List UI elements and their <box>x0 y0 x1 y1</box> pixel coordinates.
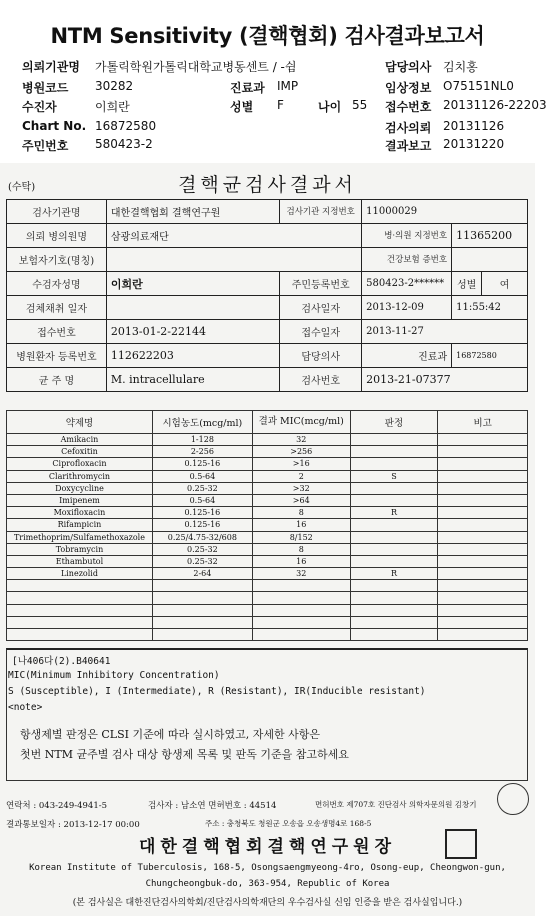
col-drug-name: 약제명 <box>7 411 153 434</box>
registration-no-value: 112622203 <box>106 344 279 368</box>
drug-row <box>7 446 528 458</box>
cell-drug-name: Clarithromycin <box>7 470 153 482</box>
value-chart-no: 16872580 <box>95 119 157 133</box>
cell-drug-name: Moxifloxacin <box>7 507 153 519</box>
hospital-no-label: 병·의원 지정번호 <box>362 224 452 248</box>
drug-row <box>7 555 528 567</box>
hospital-name-label: 의뢰 병의원명 <box>7 224 107 248</box>
insurer-value <box>106 248 361 272</box>
cell-drug-name: Ethambutol <box>7 555 153 567</box>
cell-judgement <box>350 543 438 555</box>
value-patient: 이희란 <box>95 100 130 114</box>
collection-date-value <box>106 296 279 320</box>
consignment-tag: (수탁) <box>8 182 36 193</box>
value-request-date: 20131126 <box>443 119 505 133</box>
exam-time-value: 11:55:42 <box>452 296 528 320</box>
label-receipt-no: 접수번호 <box>385 100 432 114</box>
cell-mic-value: >32 <box>252 482 350 494</box>
drug-susceptibility-table <box>6 410 528 641</box>
rrn-value: 580423-2****** <box>362 272 452 296</box>
strain-value: M. intracellulare <box>106 368 279 392</box>
empty-cell <box>7 616 153 628</box>
empty-cell <box>438 592 528 604</box>
cell-remark <box>438 531 528 543</box>
empty-cell <box>350 616 438 628</box>
lab-no-value: 11000029 <box>362 200 528 224</box>
address-english-2: Chungcheongbuk-do, 363-954, Republic of Korea <box>145 879 390 889</box>
value-clinical-info: O75151NL0 <box>443 79 514 93</box>
cell-remark <box>438 555 528 567</box>
cell-mic-value: 2 <box>252 470 350 482</box>
empty-cell <box>252 629 350 641</box>
col-mic-result: 결과 MIC(mcg/ml) <box>252 411 350 434</box>
cell-judgement <box>350 482 438 494</box>
cell-judgement <box>350 555 438 567</box>
drug-row <box>7 458 528 470</box>
label-sex: 성별 <box>230 100 254 114</box>
cell-remark <box>438 543 528 555</box>
cell-test-range: 0.125-16 <box>152 519 252 531</box>
empty-cell <box>350 580 438 592</box>
cell-remark <box>438 494 528 506</box>
cell-mic-value: >256 <box>252 446 350 458</box>
cell-test-range: 2-64 <box>152 568 252 580</box>
report-title: NTM Sensitivity (결핵협회) 검사결과보고서 <box>50 24 485 48</box>
lab-no-label: 검사기관 지정번호 <box>280 200 362 224</box>
empty-cell <box>252 604 350 616</box>
cell-test-range: 1-128 <box>152 434 252 446</box>
empty-cell <box>438 616 528 628</box>
cell-mic-value: 8 <box>252 543 350 555</box>
cell-remark <box>438 458 528 470</box>
director: 면허번호 제707호 진단검사 의학자문의원 김창기 <box>315 800 477 809</box>
cell-judgement <box>350 519 438 531</box>
label-doctor: 담당의사 <box>385 60 432 74</box>
patient-name-label: 수검자성명 <box>7 272 107 296</box>
cell-judgement <box>350 494 438 506</box>
cell-drug-name: Ciprofloxacin <box>7 458 153 470</box>
empty-row <box>7 592 528 604</box>
value-institution: 가톨릭학원가톨릭대학교병동센트 / -쉼 <box>95 60 297 74</box>
cell-remark <box>438 519 528 531</box>
organization-name: 대한결핵협회결핵연구원장 <box>138 837 397 857</box>
drug-table-body <box>7 434 528 641</box>
cell-remark <box>438 482 528 494</box>
value-department: IMP <box>277 79 299 93</box>
cell-test-range: 0.25-32 <box>152 482 252 494</box>
drug-row <box>7 507 528 519</box>
cell-remark <box>438 446 528 458</box>
exam-no-label: 검사번호 <box>280 368 362 392</box>
insurer-label: 보험자기호(명칭) <box>7 248 107 272</box>
empty-row <box>7 629 528 641</box>
empty-row <box>7 604 528 616</box>
value-age: 55 <box>352 98 368 112</box>
empty-cell <box>7 592 153 604</box>
lab-name-label: 검사기관명 <box>7 200 107 224</box>
empty-cell <box>152 616 252 628</box>
cell-drug-name: Linezolid <box>7 568 153 580</box>
sex-value: 여 <box>482 272 528 296</box>
value-result-date: 20131220 <box>443 137 505 151</box>
value-doctor: 김치홍 <box>443 60 478 74</box>
exam-date-label: 검사일자 <box>280 296 362 320</box>
certification-note: (본 검사실은 대한진단검사의학회/진단검사의학재단의 우수검사실 신임 인증을 받은 검사실입니다.) <box>72 898 463 908</box>
cell-judgement: R <box>350 568 438 580</box>
drug-row <box>7 531 528 543</box>
cell-test-range: 2-256 <box>152 446 252 458</box>
drug-row <box>7 434 528 446</box>
cell-mic-value: 32 <box>252 568 350 580</box>
cell-drug-name: Rifampicin <box>7 519 153 531</box>
label-clinical-info: 임상정보 <box>385 81 432 95</box>
empty-row <box>7 580 528 592</box>
label-chart-no: Chart No. <box>22 119 87 133</box>
note-mic: MIC(Minimum Inhibitory Concentration) <box>8 670 220 681</box>
cell-judgement <box>350 458 438 470</box>
cell-remark <box>438 507 528 519</box>
cell-mic-value: 32 <box>252 434 350 446</box>
value-hospital-code: 30282 <box>95 79 134 93</box>
exam-date-value: 2013-12-09 <box>362 296 452 320</box>
registration-no-label: 병원환자 등록번호 <box>7 344 107 368</box>
cell-drug-name: Tobramycin <box>7 543 153 555</box>
label-result-date: 결과보고 <box>385 139 432 153</box>
note-line-1: 항생제별 판정은 CLSI 기준에 따라 실시하였고, 자세한 사항은 <box>20 728 320 741</box>
cell-test-range: 0.5-64 <box>152 494 252 506</box>
empty-cell <box>7 580 153 592</box>
drug-row <box>7 482 528 494</box>
hospital-no-value: 11365200 <box>452 224 528 248</box>
value-receipt-no: 20131126-22203 <box>443 98 547 112</box>
value-rrn: 580423-2 <box>95 137 153 151</box>
col-judgement: 판정 <box>350 411 438 434</box>
exam-no-value: 2013-21-07377 <box>362 368 528 392</box>
empty-cell <box>152 580 252 592</box>
address-english-1: Korean Institute of Tuberculosis, 168-5, Osongsaengmyeong-4ro, Osong-eup, Cheongwon-gun, <box>29 863 506 873</box>
drug-row <box>7 568 528 580</box>
receipt-no-value: 2013-01-2-22144 <box>106 320 279 344</box>
label-institution: 의뢰기관명 <box>22 60 80 74</box>
empty-cell <box>252 592 350 604</box>
label-age: 나이 <box>318 100 342 114</box>
cell-mic-value: 16 <box>252 519 350 531</box>
empty-cell <box>350 592 438 604</box>
label-department: 진료과 <box>230 81 265 95</box>
department-value: 16872580 <box>452 344 528 368</box>
strain-label: 균 주 명 <box>7 368 107 392</box>
empty-cell <box>7 604 153 616</box>
cell-drug-name: Trimethoprim/Sulfamethoxazole <box>7 531 153 543</box>
empty-cell <box>152 604 252 616</box>
official-seal <box>445 829 477 859</box>
collection-date-label: 검체채취 일자 <box>7 296 107 320</box>
examiner: 검사자 : 남소연 면허번호 : 44514 <box>148 801 277 811</box>
cell-test-range: 0.125-16 <box>152 507 252 519</box>
note-legend: S (Susceptible), I (Intermediate), R (Resistant), IR(Inducible resistant) <box>8 686 426 697</box>
label-patient: 수진자 <box>22 100 57 114</box>
cell-judgement <box>350 446 438 458</box>
cell-mic-value: 16 <box>252 555 350 567</box>
address-korean: 주소 : 충청북도 청원군 오송읍 오송생명4로 168-5 <box>205 819 372 828</box>
contact-phone: 연락처 : 043-249-4941-5 <box>6 801 108 811</box>
cell-test-range: 0.25-32 <box>152 555 252 567</box>
value-sex: F <box>277 98 284 112</box>
empty-cell <box>252 580 350 592</box>
label-rrn: 주민번호 <box>22 139 69 153</box>
empty-cell <box>438 629 528 641</box>
attending-doctor-label: 담당의사 <box>280 344 362 368</box>
patient-info-table <box>6 199 528 392</box>
cell-drug-name: Doxycycline <box>7 482 153 494</box>
label-hospital-code: 병원코드 <box>22 81 69 95</box>
cell-mic-value: 8/152 <box>252 531 350 543</box>
round-stamp <box>497 783 529 815</box>
sex-label: 성별 <box>452 272 482 296</box>
cell-judgement: S <box>350 470 438 482</box>
drug-row <box>7 519 528 531</box>
report-date: 결과통보일자 : 2013-12-17 00:00 <box>6 820 140 830</box>
cell-drug-name: Cefoxitin <box>7 446 153 458</box>
cell-remark <box>438 434 528 446</box>
empty-cell <box>152 629 252 641</box>
cell-test-range: 0.25/4.75-32/608 <box>152 531 252 543</box>
cell-remark <box>438 470 528 482</box>
empty-cell <box>438 580 528 592</box>
note-line-2: 첫번 NTM 균주별 검사 대상 항생제 목록 및 판독 기준을 참고하세요 <box>20 748 349 761</box>
empty-cell <box>350 629 438 641</box>
cell-test-range: 0.5-64 <box>152 470 252 482</box>
rrn-label: 주민등록번호 <box>280 272 362 296</box>
receipt-no-label: 접수번호 <box>7 320 107 344</box>
cell-mic-value: >16 <box>252 458 350 470</box>
insurance-no-label: 건강보험 증번호 <box>362 248 452 272</box>
empty-cell <box>252 616 350 628</box>
cell-drug-name: Imipenem <box>7 494 153 506</box>
empty-cell <box>438 604 528 616</box>
cell-test-range: 0.125-16 <box>152 458 252 470</box>
department-label: 진료과 <box>362 344 452 368</box>
lab-name-value: 대한결핵협회 결핵연구원 <box>106 200 279 224</box>
cell-test-range: 0.25-32 <box>152 543 252 555</box>
hospital-name-value: 삼광의료재단 <box>106 224 361 248</box>
patient-name-value: 이희란 <box>106 272 279 296</box>
cell-judgement <box>350 434 438 446</box>
drug-row <box>7 543 528 555</box>
drug-row <box>7 470 528 482</box>
empty-cell <box>7 629 153 641</box>
cell-judgement <box>350 531 438 543</box>
cell-judgement: R <box>350 507 438 519</box>
insurance-no-value <box>452 248 528 272</box>
empty-cell <box>152 592 252 604</box>
cell-remark <box>438 568 528 580</box>
scanned-report-title: 결핵균검사결과서 <box>178 174 357 196</box>
col-remarks: 비고 <box>438 411 528 434</box>
cell-drug-name: Amikacin <box>7 434 153 446</box>
receipt-date-value: 2013-11-27 <box>362 320 528 344</box>
note-tag: <note> <box>8 702 43 713</box>
drug-row <box>7 494 528 506</box>
note-code: [나406다(2).B40641 <box>12 656 111 667</box>
col-test-range: 시험농도(mcg/ml) <box>152 411 252 434</box>
label-request-date: 검사의뢰 <box>385 121 432 135</box>
empty-cell <box>350 604 438 616</box>
cell-mic-value: 8 <box>252 507 350 519</box>
empty-row <box>7 616 528 628</box>
receipt-date-label: 접수일자 <box>280 320 362 344</box>
cell-mic-value: >64 <box>252 494 350 506</box>
